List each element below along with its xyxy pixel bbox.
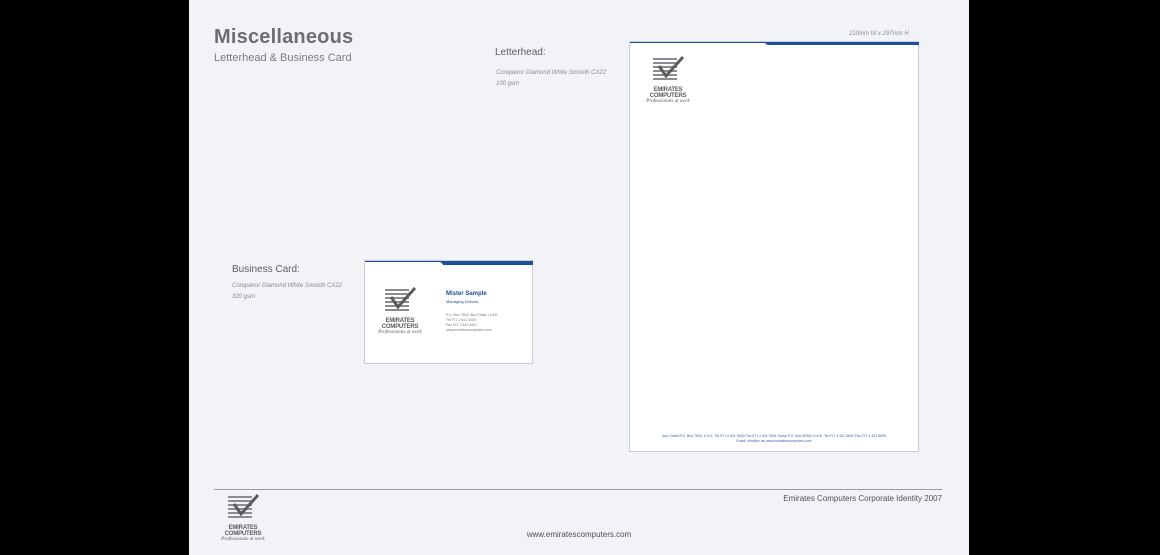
letterhead-footer-line2: Email: info@ec.ae www.emiratescomputers.com (736, 439, 812, 443)
logo-word-1: EMIRATES (385, 318, 415, 324)
logo-tagline: Professionals at work (646, 99, 690, 104)
footer-divider (214, 489, 942, 490)
letterhead-paper: Conqueror Diamond White Smooth CX22 (496, 70, 607, 76)
letterhead-blue-bar (767, 42, 919, 45)
letterhead-dimensions: 210mm W x 297mm H (849, 31, 909, 37)
logo-word-2: COMPUTERS (224, 531, 262, 537)
letterhead-preview (629, 41, 919, 452)
letterhead-label: Letterhead: (495, 47, 546, 58)
card-contact-block (446, 313, 498, 333)
logo-tagline: Professionals at work (221, 537, 265, 542)
business-card-preview (364, 260, 533, 364)
card-role: Managing Director (446, 299, 479, 304)
logo-word-1: EMIRATES (653, 87, 683, 93)
page-title: Miscellaneous (214, 26, 354, 48)
card-top-rule (365, 261, 445, 262)
logo-tagline: Professionals at work (378, 330, 422, 335)
card-name: Mister Sample (446, 291, 487, 297)
business-card-paper: Conqueror Diamond White Smooth CX22 (232, 283, 343, 289)
corporate-identity-caption: Emirates Computers Corporate Identity 2007 (783, 494, 942, 503)
letterhead-top-rule (630, 42, 770, 43)
card-address: P.O. Box 7503, Abu Dhabi, U.A.E. (446, 313, 499, 317)
letterhead-weight: 100 gsm (496, 81, 520, 87)
logo-word-2: COMPUTERS (381, 324, 419, 330)
card-tel: Tel 971 2 641 3400 (446, 318, 476, 322)
business-card-label: Business Card: (232, 264, 300, 275)
checkmark-logo-icon (383, 287, 417, 313)
logo-word-1: EMIRATES (228, 525, 258, 531)
card-logo (373, 287, 427, 335)
logo-word-2: COMPUTERS (649, 93, 687, 99)
website-url[interactable]: www.emiratescomputers.com (526, 530, 632, 539)
checkmark-logo-icon (226, 494, 260, 520)
card-blue-bar (443, 261, 533, 265)
card-fax: Fax 971 2 641 3401 (446, 323, 478, 327)
card-web: www.emiratescomputers.com (446, 328, 492, 332)
checkmark-logo-icon (651, 56, 685, 82)
letterhead-logo (640, 56, 696, 104)
page-subtitle: Letterhead & Business Card (214, 52, 352, 64)
business-card-weight: 320 gsm (232, 294, 256, 300)
letterhead-footer-line1: Abu Dhabi P.O. Box 7503, U.A.E. Tel 971 2 641 3400 Fax 971 2 641 3401 Dubai P.O. Box 60962 U.A.E. Tel 971 4 321 6600 Fax 971 4 321 6699 (662, 434, 886, 438)
identity-sheet (189, 0, 969, 555)
